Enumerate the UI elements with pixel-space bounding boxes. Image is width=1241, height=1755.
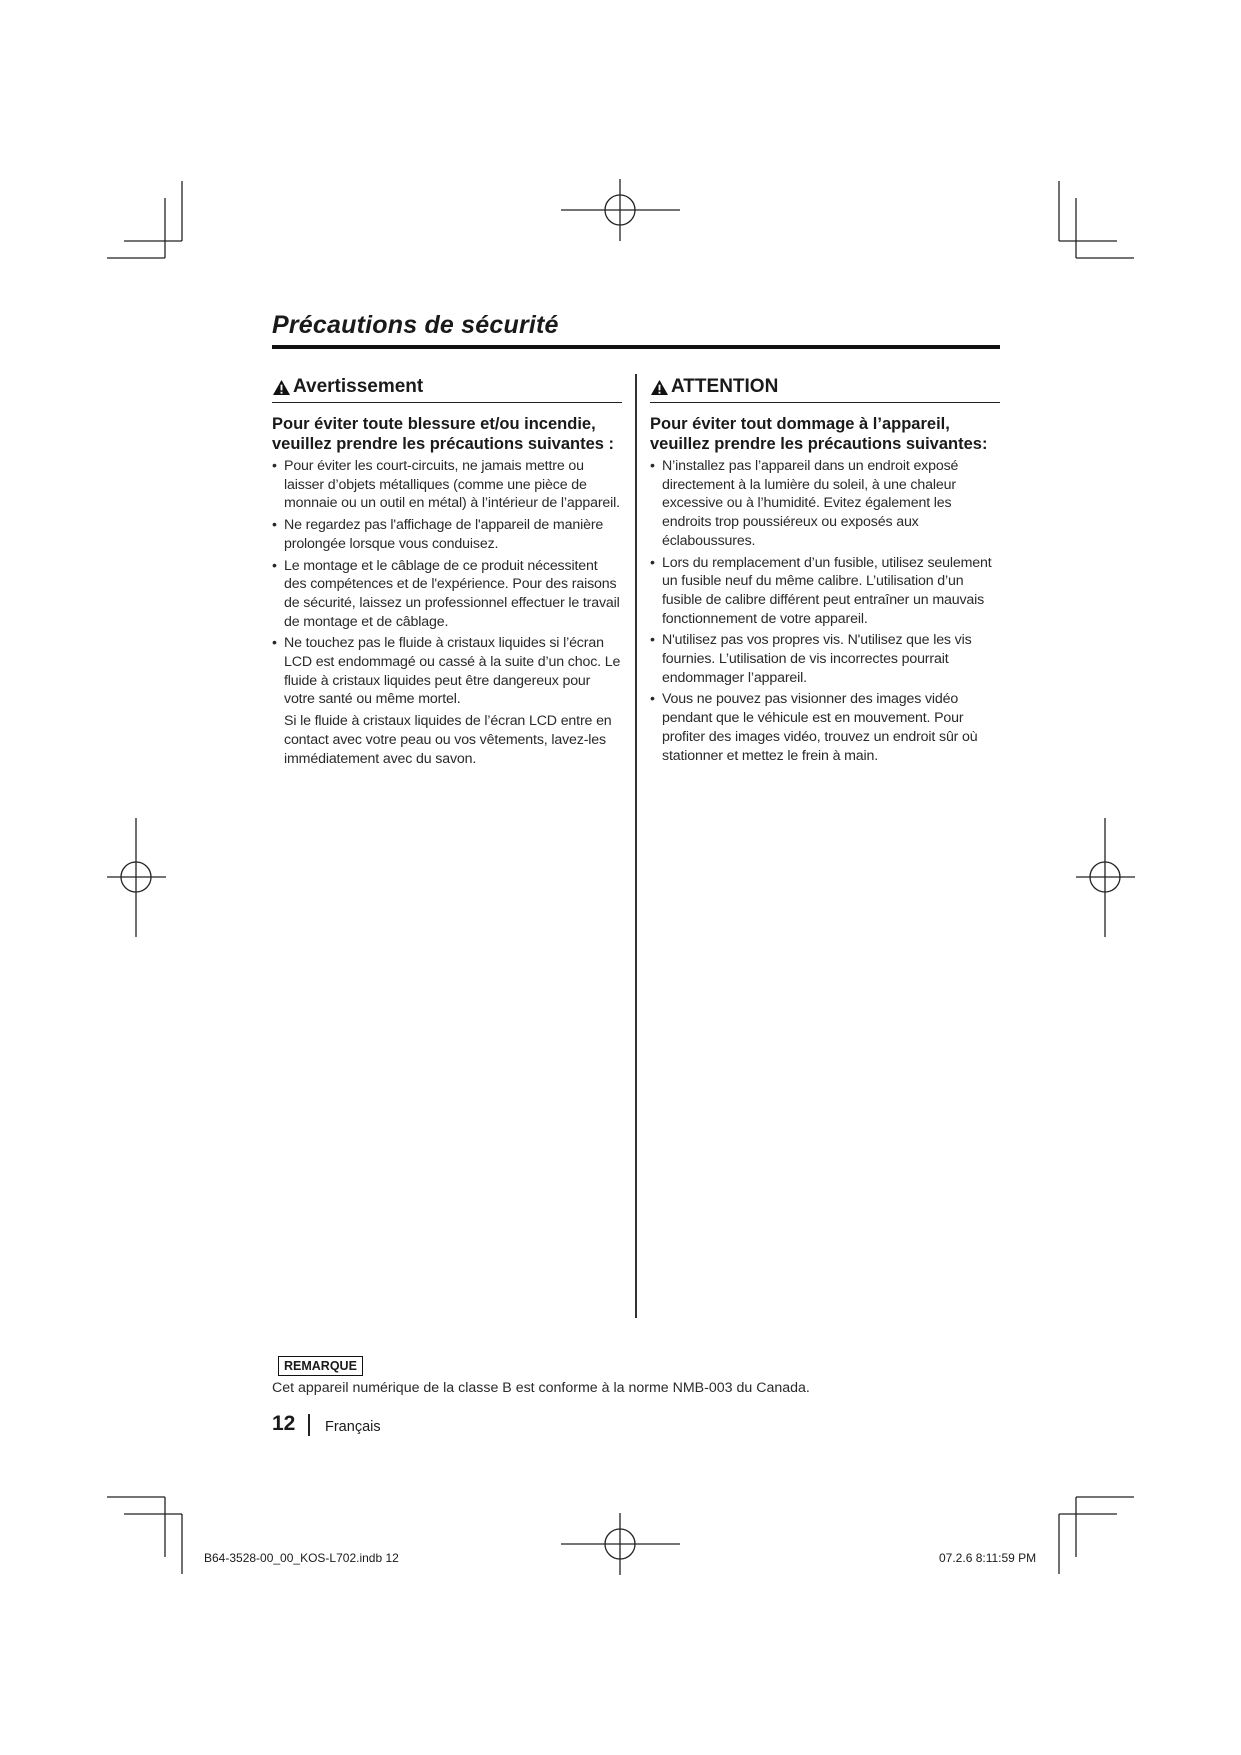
list-item xyxy=(272,457,622,513)
note-label: REMARQUE xyxy=(278,1356,363,1376)
warning-heading-text: Avertissement xyxy=(293,376,424,397)
page-title: Précautions de sécurité xyxy=(272,311,559,339)
warning-triangle-icon xyxy=(272,379,291,396)
list-item-text: Ne regardez pas l'affichage de l'appareil de manière prolongée lorsque vous conduisez. xyxy=(284,517,604,552)
caution-list xyxy=(650,457,1000,765)
list-item xyxy=(272,516,622,553)
list-item-extra-text: Si le fluide à cristaux liquides de l’écran LCD entre en contact avec votre peau ou vos vêtements, lavez-les immédiatement avec du savon. xyxy=(284,713,612,767)
bullet: • xyxy=(272,517,277,534)
bullet: • xyxy=(272,557,277,574)
page-number: 12 xyxy=(272,1412,296,1435)
warning-triangle-icon xyxy=(650,379,669,396)
bullet: • xyxy=(272,458,277,474)
caution-column xyxy=(650,374,1000,768)
list-item xyxy=(650,631,1000,687)
warning-column xyxy=(272,374,622,771)
list-item-text: Lors du remplacement d’un fusible, utilisez seulement un fusible neuf du même calibre. L’utilisation d’un fusible de calibre différent peut entraîner un mauvais fonctionnement de votre appareil. xyxy=(662,554,992,627)
bullet: • xyxy=(650,554,655,571)
page-language: Français xyxy=(325,1419,381,1435)
title-rule xyxy=(272,345,1000,349)
note-text: Cet appareil numérique de la classe B est conforme à la norme NMB-003 du Canada. xyxy=(272,1380,810,1396)
list-item-text: N’installez pas l’appareil dans un endroit exposé directement à la lumière du soleil, à une chaleur excessive ou à l’humidité. Evitez également les endroits trop poussiéreux ou exposés aux éclaboussures. xyxy=(662,458,959,549)
caution-heading-text: ATTENTION xyxy=(671,376,779,397)
list-item xyxy=(272,557,622,632)
list-item xyxy=(272,634,622,768)
bullet: • xyxy=(650,632,655,649)
bullet: • xyxy=(272,635,277,652)
footer-file-info: B64-3528-00_00_KOS-L702.indb 12 xyxy=(204,1551,399,1565)
column-divider xyxy=(635,374,637,1318)
bullet: • xyxy=(650,458,655,474)
list-item-text: Vous ne pouvez pas visionner des images vidéo pendant que le véhicule est en mouvement. Pour profiter des images vidéo, trouvez un endroit sûr où stationner et mettez le frein à main. xyxy=(662,691,978,764)
footer-timestamp: 07.2.6 8:11:59 PM xyxy=(939,1551,1037,1565)
list-item-text: Le montage et le câblage de ce produit nécessitent des compétences et de l'expérience. Pour des raisons de sécurité, laissez un professionnel effectuer le travail de montage et de câblage. xyxy=(284,557,620,630)
warning-heading xyxy=(272,374,622,403)
list-item xyxy=(650,690,1000,765)
list-item-text: Ne touchez pas le fluide à cristaux liquides si l’écran LCD est endommagé ou cassé à la suite d’un choc. Le fluide à cristaux liquides peut être dangereux pour votre santé ou même mortel. xyxy=(284,635,621,708)
bullet: • xyxy=(650,691,655,708)
warning-subheading: Pour éviter toute blessure et/ou incendie, veuillez prendre les précautions suivantes : xyxy=(272,415,615,453)
page-number-separator xyxy=(308,1414,310,1436)
list-item-text: Pour éviter les court-circuits, ne jamais mettre ou laisser d’objets métalliques (comme une pièce de monnaie ou un outil en métal) à l’intérieur de l’appareil. xyxy=(284,458,620,512)
caution-subheading: Pour éviter tout dommage à l’appareil, veuillez prendre les précautions suivantes: xyxy=(650,415,988,453)
list-item-text: N'utilisez pas vos propres vis. N'utilisez que les vis fournies. L’utilisation de vis incorrectes pourrait endommager l’appareil. xyxy=(662,632,972,686)
list-item xyxy=(650,457,1000,551)
caution-heading xyxy=(650,374,1000,403)
warning-list xyxy=(272,457,622,768)
list-item xyxy=(650,554,1000,629)
